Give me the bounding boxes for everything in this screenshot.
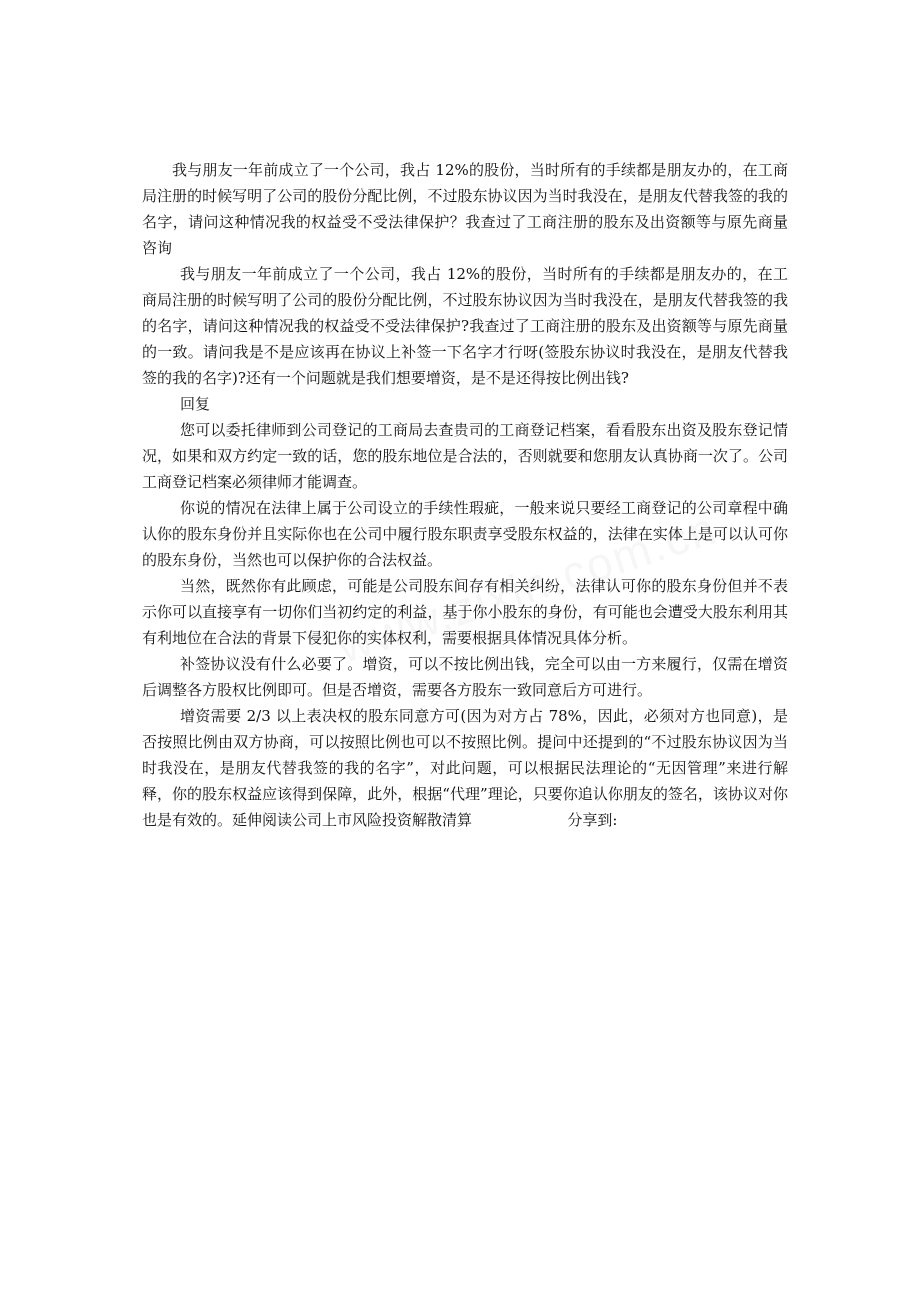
- answer-paragraph-1: 您可以委托律师到公司登记的工商局去查贵司的工商登记档案，看看股东出资及股东登记情况，如果和双方约定一致的话，您的股东地位是合法的，否则就要和您朋友认真协商一次了。公司工商登记档案必须律师才能调查。: [142, 421, 788, 491]
- question-detail-paragraph: 我与朋友一年前成立了一个公司，我占 12%的股份，当时所有的手续都是朋友办的，在工商局注册的时候写明了公司的股份分配比例，不过股东协议因为当时我没在，是朋友代替我签的我的名字，请问这种情况我的权益受不受法律保护?我查过了工商注册的股东及出资额等与原先商量的一致。请问我是不是应该再在协议上补签一下名字才行呀(签股东协议时我没在，是朋友代替我签的我的名字)?还有一个问题就是我们想要增资，是不是还得按比例出钱?: [142, 265, 788, 387]
- question-summary-paragraph: 我与朋友一年前成立了一个公司，我占 12%的股份，当时所有的手续都是朋友办的，在工商局注册的时候写明了公司的股份分配比例，不过股东协议因为当时我没在，是朋友代替我签的我的名字，请问这种情况我的权益受不受法律保护？我查过了工商注册的股东及出资额等与原先商量 咨询: [142, 161, 827, 257]
- answer-paragraph-2: 你说的情况在法律上属于公司设立的手续性瑕疵，一般来说只要经工商登记的公司章程中确认你的股东身份并且实际你也在公司中履行股东职责享受股东权益的，法律在实体上是可以认可你的股东身份，当然也可以保护你的合法权益。: [142, 499, 788, 569]
- document-body: [142, 157, 827, 833]
- answer-paragraph-3: 当然，既然你有此顾虑，可能是公司股东间存有相关纠纷，法律认可你的股东身份但并不表示你可以直接享有一切你们当初约定的利益，基于你小股东的身份，有可能也会遭受大股东利用其有利地位在合法的背景下侵犯你的实体权利，需要根据具体情况具体分析。: [142, 577, 788, 647]
- reply-heading: 回复: [180, 395, 211, 413]
- answer-paragraph-5: 增资需要 2/3 以上表决权的股东同意方可(因为对方占 78%，因此，必须对方也同意)，是否按照比例由双方协商，可以按照比例也可以不按照比例。提问中还提到的“不过股东协议因为当时我没在，是朋友代替我签的我的名字”，对此问题，可以根据民法理论的“无因管理”来进行解释，你的股东权益应该得到保障，此外，根据“代理”理论，只要你追认你朋友的签名，该协议对你也是有效的。延伸阅读公司上市风险投资解散清算 分享到:: [142, 707, 788, 829]
- answer-paragraph-4: 补签协议没有什么必要了。增资，可以不按比例出钱，完全可以由一方来履行，仅需在增资后调整各方股权比例即可。但是否增资，需要各方股东一致同意后方可进行。: [142, 655, 788, 699]
